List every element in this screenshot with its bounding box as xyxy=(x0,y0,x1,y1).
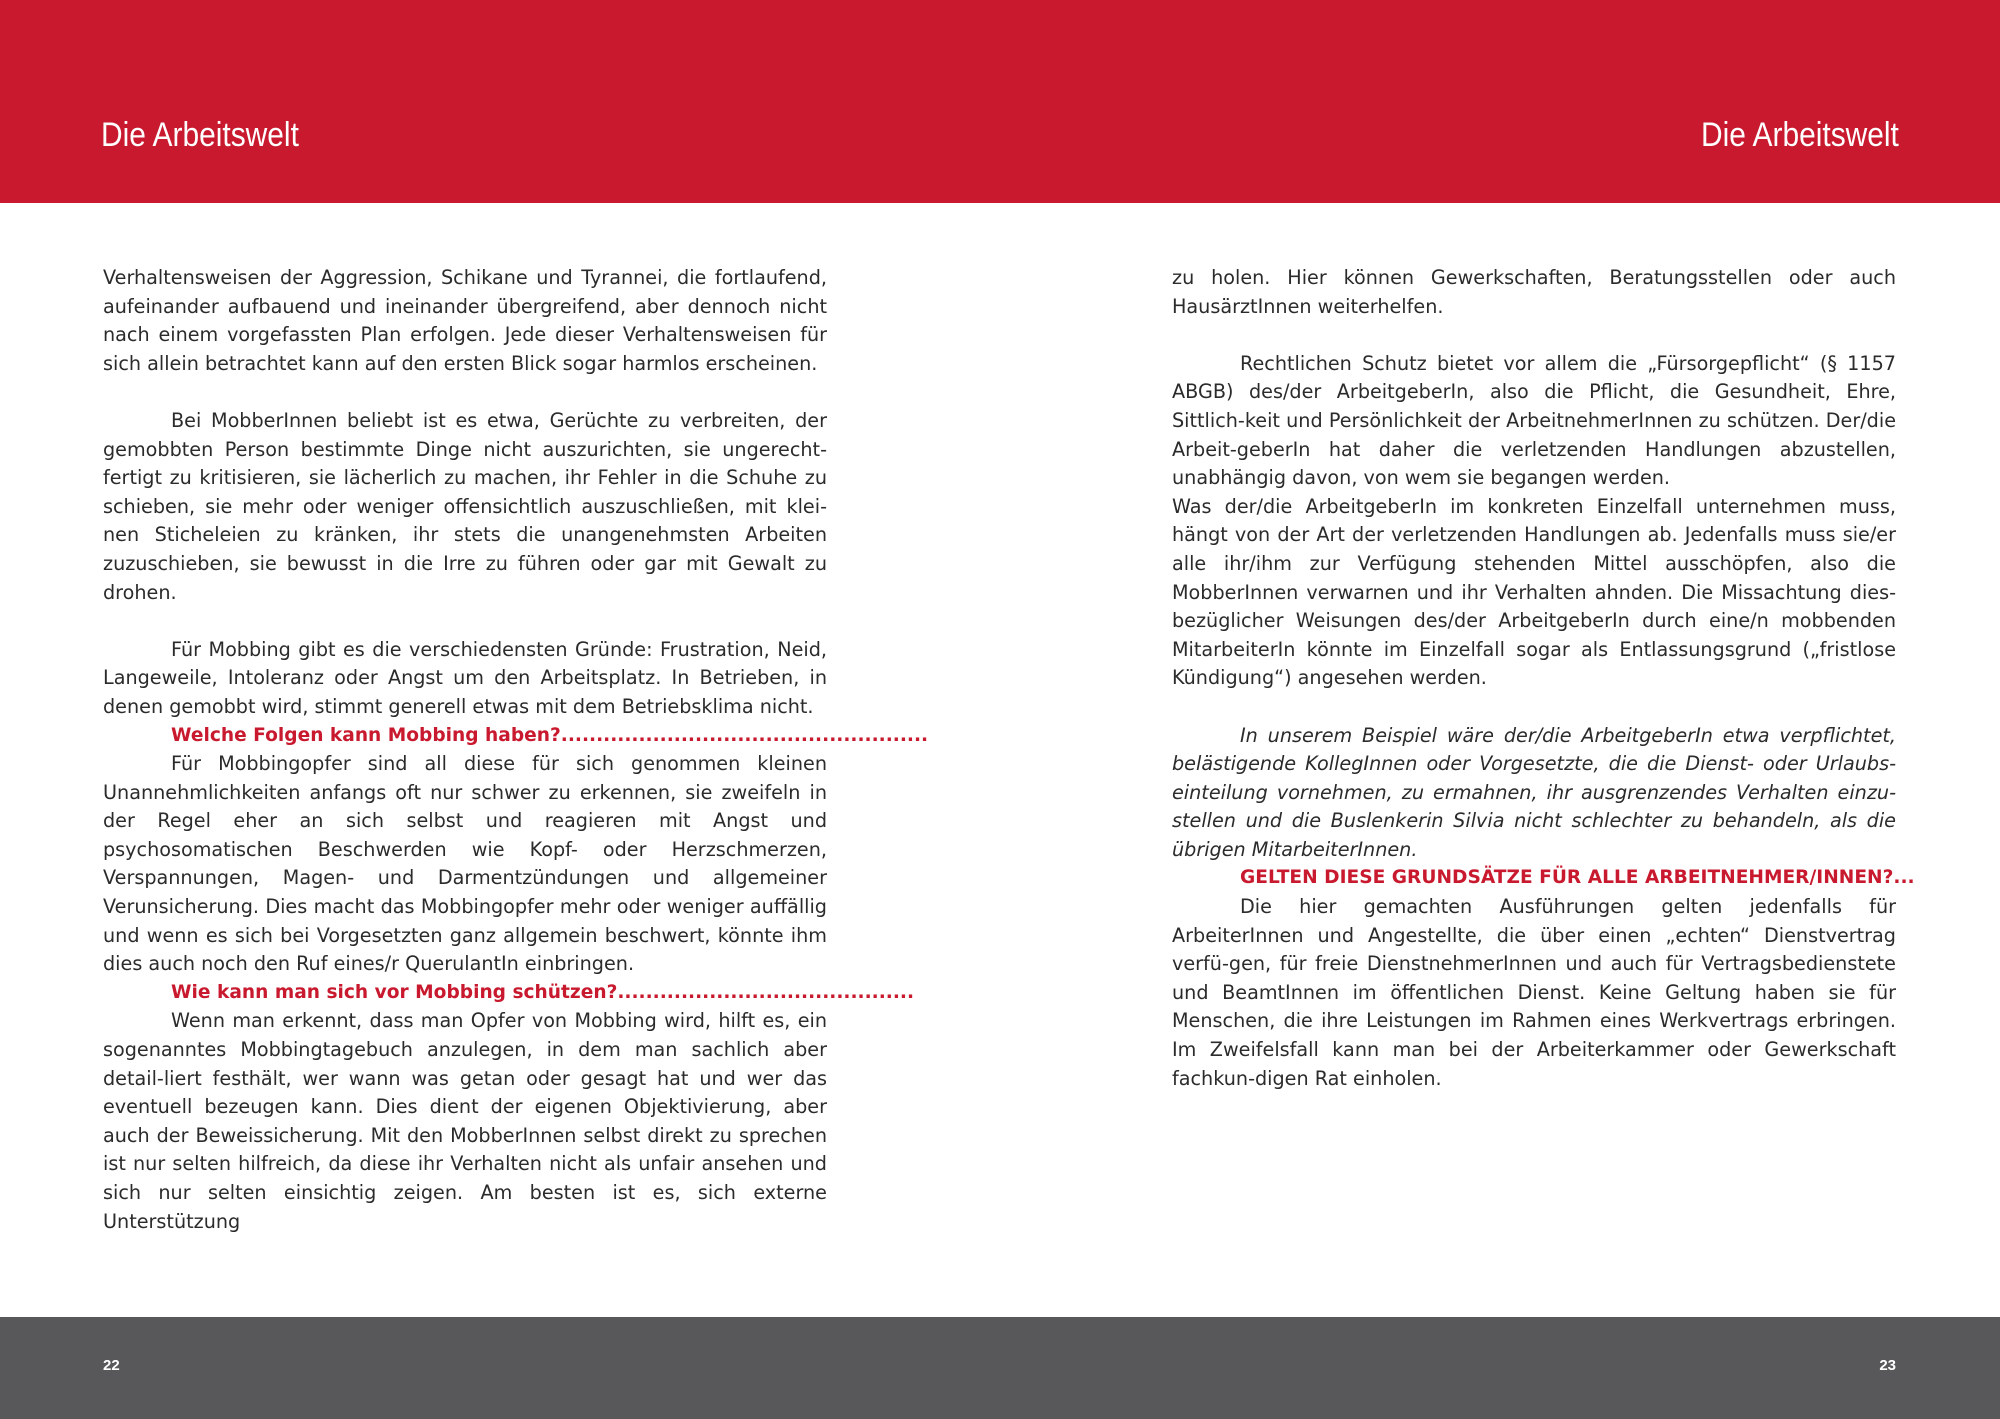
left-page-number: 22 xyxy=(103,1357,120,1374)
right-page-body xyxy=(1172,264,1915,1093)
section-heading: GELTEN DIESE GRUNDSÄTZE FÜR ALLE ARBEITNEHMER/INNEN?... xyxy=(1240,867,1915,889)
right-page-number: 23 xyxy=(1879,1357,1896,1374)
paragraph: zu holen. Hier können Gewerkschaften, Beratungsstellen oder auch HausärztInnen weiterhelfen. xyxy=(1172,266,1896,318)
left-page-title: Die Arbeitswelt xyxy=(101,116,299,154)
paragraph: Für Mobbingopfer sind all diese für sich genommen kleinen Unannehmlichkeiten anfangs oft nur schwer zu erkennen, sie zweifeln in der Regel eher an sich selbst und reagieren mit Angst und psychosomatischen Beschwerden wie Kopf- oder Herzschmerzen, Verspannungen, Magen- und Darmentzündungen und allgemeiner Verunsicherung. Dies macht das Mobbingopfer mehr oder weniger auffällig und wenn es sich bei Vorgesetzten ganz allgemein beschwert, könnte ihm dies auch noch den Ruf eines/r QuerulantIn einbringen. xyxy=(103,752,827,976)
paragraph: Wenn man erkennt, dass man Opfer von Mobbing wird, hilft es, ein sogenanntes Mobbingtagebuch anzulegen, in dem man sachlich aber detail-liert festhält, wer wann was getan oder gesagt hat und wer das eventuell bezeugen kann. Dies dient der eigenen Objektivierung, aber auch der Beweissicherung. Mit den MobberInnen selbst direkt zu sprechen ist nur selten hilfreich, da diese ihr Verhalten nicht als unfair ansehen und sich nur selten einsichtig zeigen. Am besten ist es, sich externe Unterstützung xyxy=(103,1009,827,1233)
header-band xyxy=(0,0,2000,203)
left-page-body xyxy=(103,264,929,1236)
paragraph: Für Mobbing gibt es die verschiedensten Gründe: Frustration, Neid, Langeweile, Intoleranz oder Angst um den Arbeitsplatz. In Betrieben, in denen gemobbt wird, stimmt generell etwas mit dem Betriebsklima nicht. xyxy=(103,637,827,718)
footer-band xyxy=(0,1317,2000,1419)
section-heading: Wie kann man sich vor Mobbing schützen?.......................................... xyxy=(171,981,915,1003)
paragraph: Die hier gemachten Ausführungen gelten jedenfalls für ArbeiterInnen und Angestellte, die über einen „echten“ Dienstvertrag verfü-gen, für freie DienstnehmerInnen und auch für Vertragsbedienstete und BeamtInnen im öffentlichen Dienst. Keine Geltung haben sie für Menschen, die ihre Leistungen im Rahmen eines Werkvertrags erbringen. Im Zweifelsfall kann man bei der Arbeiterkammer oder Gewerkschaft fachkun-digen Rat einholen. xyxy=(1172,895,1896,1090)
example-paragraph: In unserem Beispiel wäre der/die ArbeitgeberIn etwa verpflichtet, belästigende KollegInnen oder Vorgesetzte, die die Dienst- oder Urlaubs-einteilung vornehmen, zu ermahnen, ihr ausgrenzendes Verhalten einzu-stellen und die Buslenkerin Silvia nicht schlechter zu behandeln, als die übrigen MitarbeiterInnen. xyxy=(1172,723,1896,861)
right-page-title: Die Arbeitswelt xyxy=(1701,116,1899,154)
paragraph: Rechtlichen Schutz bietet vor allem die „Fürsorgepflicht“ (§ 1157 ABGB) des/der ArbeitgeberIn, also die Pflicht, die Gesundheit, Ehre, Sittlich-keit und Persönlichkeit der ArbeitnehmerInnen zu schützen. Der/die Arbeit-geberIn hat daher die verletzenden Handlungen abzustellen, unabhängig davon, von wem sie begangen werden. xyxy=(1172,351,1896,490)
paragraph: Verhaltensweisen der Aggression, Schikane und Tyrannei, die fortlaufend, aufeinander aufbauend und ineinander übergreifend, aber dennoch nicht nach einem vorgefassten Plan erfolgen. Jede dieser Verhaltensweisen für sich allein betrachtet kann auf den ersten Blick sogar harmlos erscheinen. xyxy=(103,266,827,375)
paragraph: Bei MobberInnen beliebt ist es etwa, Gerüchte zu verbreiten, der gemobbten Person bestimmte Dinge nicht auszurichten, sie ungerecht-fertigt zu kritisieren, sie lächerlich zu machen, ihr Fehler in die Schuhe zu schieben, sie mehr oder weniger offensichtlich auszuschließen, mit klei-nen Sticheleien zu kränken, ihr stets die unangenehmsten Arbeiten zuzuschieben, sie bewusst in die Irre zu führen oder gar mit Gewalt zu drohen. xyxy=(103,408,827,604)
paragraph: Was der/die ArbeitgeberIn im konkreten Einzelfall unternehmen muss, hängt von der Art der verletzenden Handlungen ab. Jedenfalls muss sie/er alle ihr/ihm zur Verfügung stehenden Mittel ausschöpfen, also die MobberInnen verwarnen und ihr Verhalten ahnden. Die Missachtung dies-bezüglicher Weisungen des/der ArbeitgeberIn durch eine/n mobbenden MitarbeiterIn könnte im Einzelfall sogar als Entlassungsgrund („fristlose Kündigung“) angesehen werden. xyxy=(1172,494,1896,690)
section-heading: Welche Folgen kann Mobbing haben?.................................................... xyxy=(171,724,929,746)
